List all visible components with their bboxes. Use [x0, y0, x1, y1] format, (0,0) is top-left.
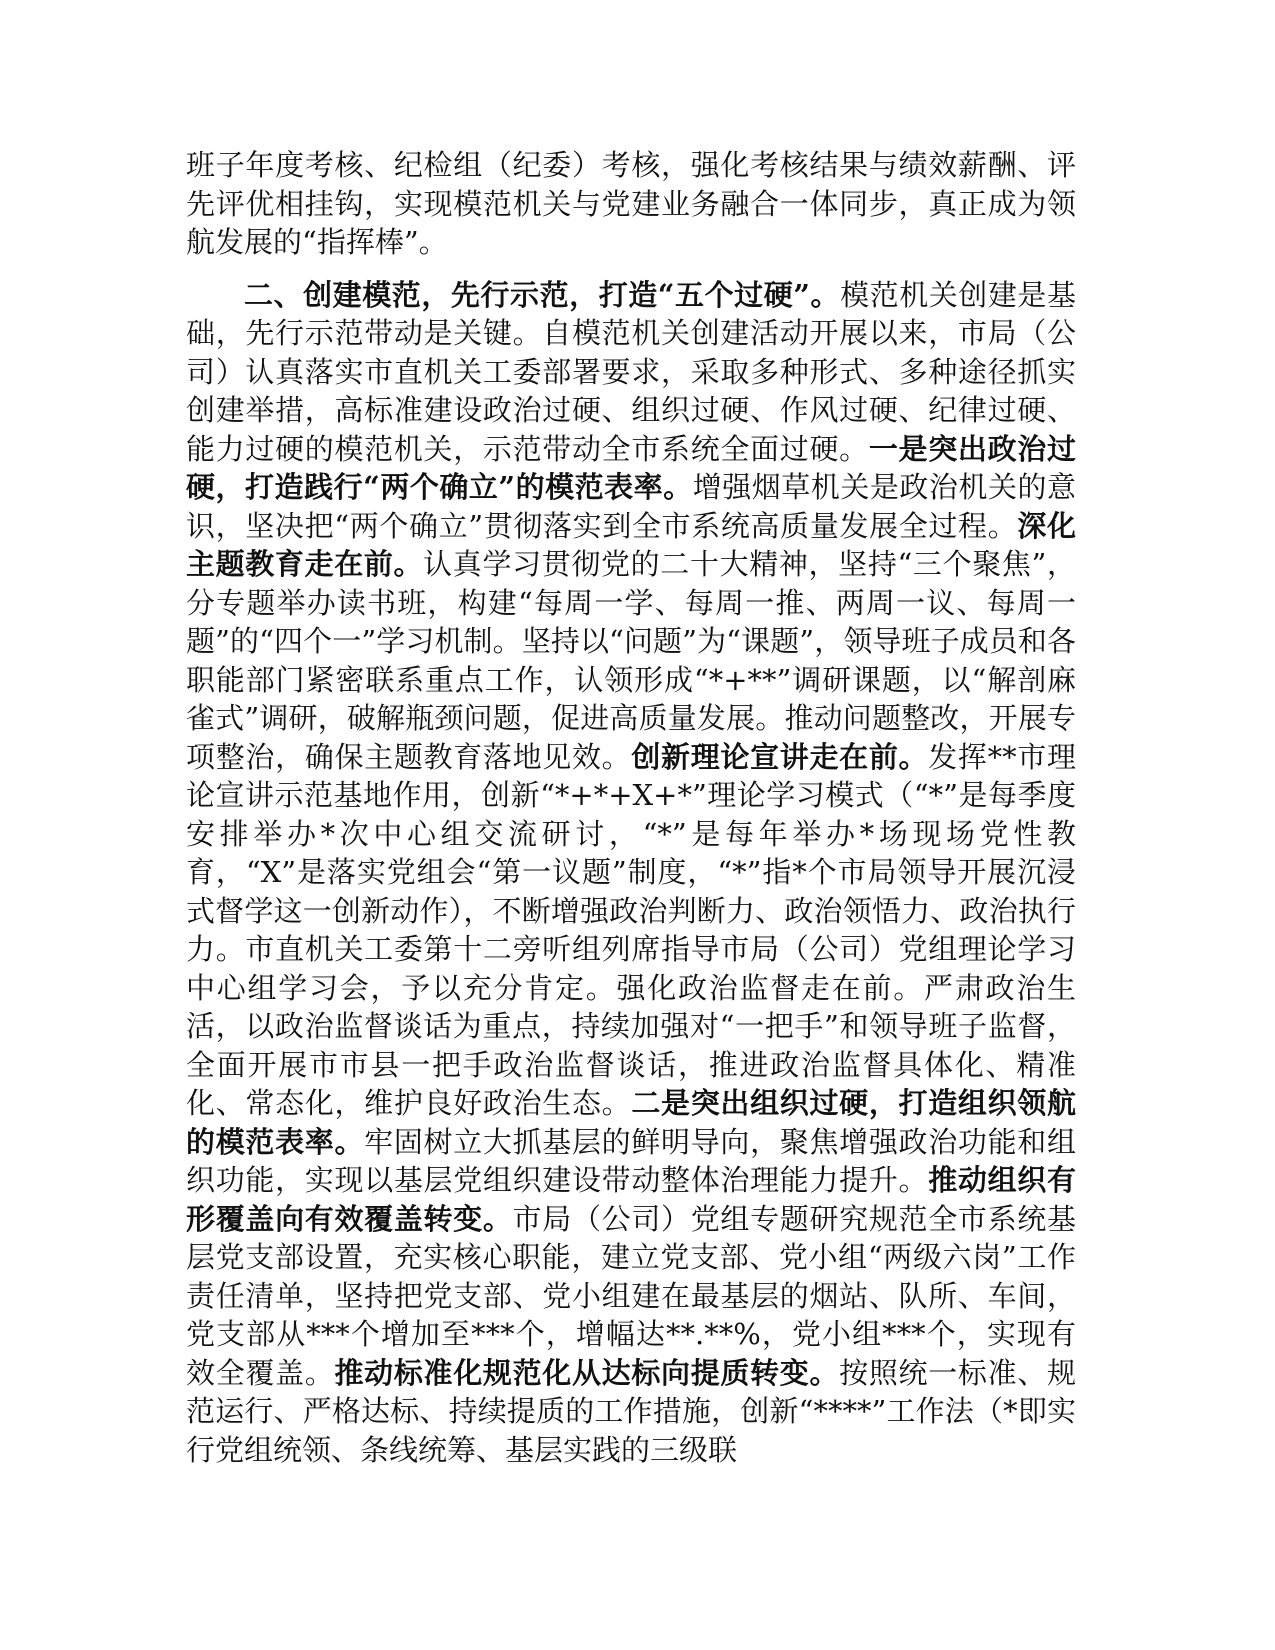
text-run: 牢固树立大抓基层的鲜明导向，聚焦增强政治功能和组织功能，实现以基层党组织建设带动整体治理能力提升。: [186, 1124, 1076, 1197]
text-run: 模范机关创建是基础，先行示范带动是关键。自模范机关创建活动开展以来，市局（公司）认真落实市直机关工委部署要求，采取多种形式、多种途径抓实创建举措，高标准建设政治过硬、组织过硬、作风过硬、纪律过硬、能力过硬的模范机关，示范带动全市系统全面过硬。: [186, 277, 1076, 466]
subheading-standardization: 推动标准化规范化从达标向提质转变。: [334, 1355, 840, 1390]
document-body: [186, 146, 1076, 1469]
paragraph-assessment-closing: [186, 146, 1076, 262]
text-run: 增强烟草机关是政治机关的意识，坚决把“两个确立”贯彻落实到全市系统高质量发展全过程。: [186, 470, 1076, 543]
subheading-theme-education: 深化主题教育走在前。: [186, 508, 1076, 581]
subheading-political-solid: 一是突出政治过硬，打造践行“两个确立”的模范表率。: [186, 431, 1076, 504]
paragraph-section-two: [186, 276, 1076, 1470]
text-run: 认真学习贯彻党的二十大精神，坚持“三个聚焦”，分专题举办读书班，构建“每周一学、每周一推、两周一议、每周一题”的“四个一”学习机制。坚持以“问题”为“课题”，领导班子成员和各职能部门紧密联系重点工作，认领形成“*+**”调研课题，以“解剖麻雀式”调研，破解瓶颈问题，促进高质量发展。推动问题整改，开展专项整治，确保主题教育落地见效。: [186, 547, 1076, 774]
subheading-effective-coverage: 推动组织有形覆盖向有效覆盖转变。: [186, 1163, 1076, 1236]
text-run: 市局（公司）党组专题研究规范全市系统基层党支部设置，充实核心职能，建立党支部、党小组“两级六岗”工作责任清单，坚持把党支部、党小组建在最基层的烟站、队所、车间，党支部从***个增加至***个，增幅达**.**%，党小组***个，实现有效全覆盖。: [186, 1201, 1076, 1390]
text-run: 按照统一标准、规范运行、严格达标、持续提质的工作措施，创新“****”工作法（*即实行党组统领、条线统筹、基层实践的三级联: [186, 1355, 1076, 1467]
text-run: 发挥**市理论宣讲示范基地作用，创新“*+*+X+*”理论学习模式（“*”是每季度安排举办*次中心组交流研讨，“*”是每年举办*场现场党性教育，“X”是落实党组会“第一议题”制度，“*”指*个市局领导开展沉浸式督学这一创新动作），不断增强政治判断力、政治领悟力、政治执行力。市直机关工委第十二旁听组列席指导市局（公司）党组理论学习中心组学习会，予以充分肯定。强化政治监督走在前。严肃政治生活，以政治监督谈话为重点，持续加强对“一把手”和领导班子监督，全面开展市市县一把手政治监督谈话，推进政治监督具体化、精准化、常态化，维护良好政治生态。: [186, 739, 1076, 1120]
section-heading-create-model: 二、创建模范，先行示范，打造“五个过硬”。: [244, 277, 841, 312]
text-run: 班子年度考核、纪检组（纪委）考核，强化考核结果与绩效薪酬、评先评优相挂钩，实现模范机关与党建业务融合一体同步，真正成为领航发展的“指挥棒”。: [186, 148, 1076, 259]
subheading-organization-solid: 二是突出组织过硬，打造组织领航的模范表率。: [186, 1086, 1076, 1159]
subheading-theory-innovation: 创新理论宣讲走在前。: [631, 739, 929, 774]
